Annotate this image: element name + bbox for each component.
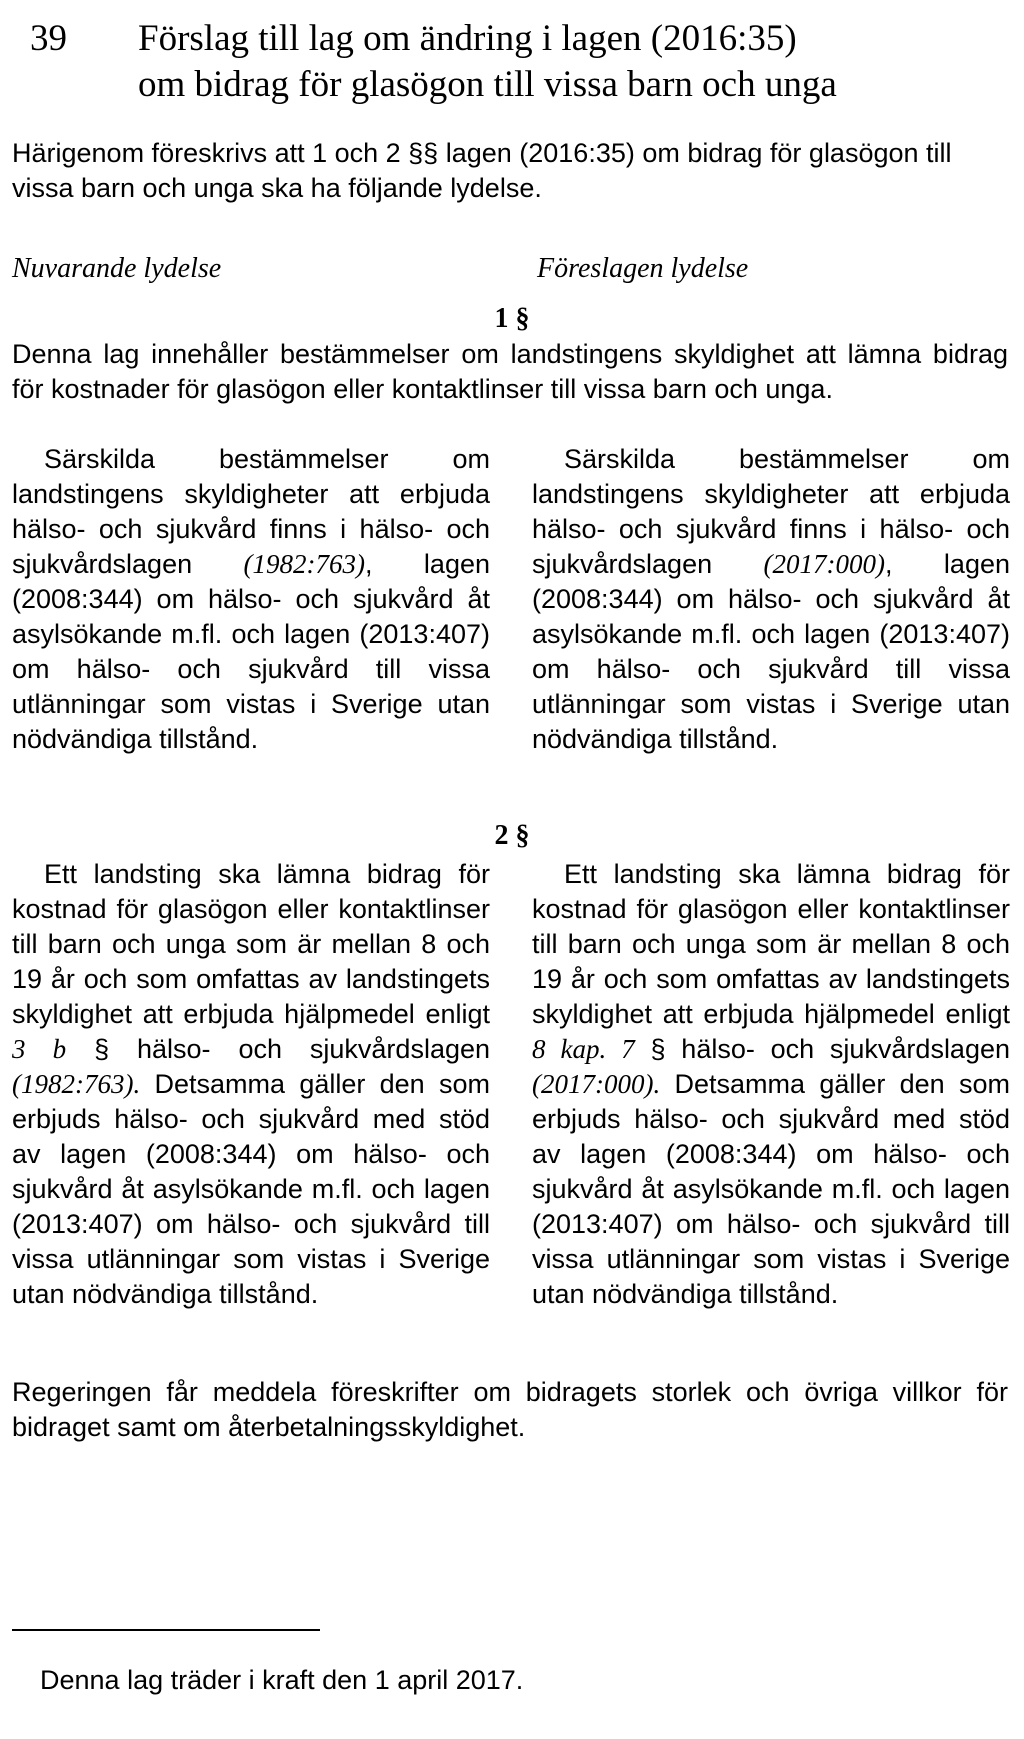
document-title	[138, 16, 1010, 108]
intro-paragraph: Härigenom föreskrivs att 1 och 2 §§ lagen (2016:35) om bidrag för glasögon till vissa barn och unga ska ha följande lydelse.	[12, 138, 952, 203]
section-2-mark: 2 §	[494, 820, 530, 851]
section-2-common-text: Regeringen får meddela föreskrifter om bidragets storlek och övriga villkor för bidraget samt om återbetalningsskyldighet.	[12, 1377, 1008, 1442]
section-1-current-text: Särskilda bestämmelser om landstingens skyldigheter att erbjuda hälso- och sjukvård finns i hälso- och sjukvårdslagen (1982:763), lagen (2008:344) om hälso- och sjukvård åt asylsökande m.fl. och lagen (2013:407) om hälso- och sjukvård till vissa utlänningar som vistas i Sverige utan nödvändiga tillstånd.	[12, 444, 490, 754]
title-line-2: om bidrag för glasögon till vissa barn och unga	[138, 64, 837, 105]
section-1-common-text: Denna lag innehåller bestämmelser om landstingens skyldighet att lämna bidrag för kostnader för glasögon eller kontaktlinser till vissa barn och unga.	[12, 339, 1008, 404]
section-2-proposed-text: Ett landsting ska lämna bidrag för kostnad för glasögon eller kontaktlinser till barn och unga som är mellan 8 och 19 år och som omfattas av landstingets skyldighet att erbjuda hjälpmedel enligt 8 kap. 7 § hälso- och sjukvårdslagen (2017:000). Detsamma gäller den som erbjuds hälso- och sjukvård med stöd av lagen (2008:344) om hälso- och sjukvård åt asylsökande m.fl. och lagen (2013:407) om hälso- och sjukvård till vissa utlänningar som vistas i Sverige utan nödvändiga tillstånd.	[532, 859, 1011, 1309]
section-1-mark: 1 §	[494, 303, 530, 334]
proposed-wording-header: Föreslagen lydelse	[537, 253, 749, 284]
document-heading	[30, 16, 1010, 108]
section-1-proposed-text: Särskilda bestämmelser om landstingens skyldigheter att erbjuda hälso- och sjukvård finns i hälso- och sjukvårdslagen (2017:000), lagen (2008:344) om hälso- och sjukvård åt asylsökande m.fl. och lagen (2013:407) om hälso- och sjukvård till vissa utlänningar som vistas i Sverige utan nödvändiga tillstånd.	[532, 444, 1010, 754]
entry-into-force-note: Denna lag träder i kraft den 1 april 2017.	[40, 1665, 524, 1695]
title-line-1: Förslag till lag om ändring i lagen (2016:35)	[138, 18, 797, 59]
section-2-current-text: Ett landsting ska lämna bidrag för kostnad för glasögon eller kontaktlinser till barn och unga som är mellan 8 och 19 år och som omfattas av landstingets skyldighet att erbjuda hjälpmedel enligt 3 b § hälso- och sjukvårdslagen (1982:763). Detsamma gäller den som erbjuds hälso- och sjukvård med stöd av lagen (2008:344) om hälso- och sjukvård åt asylsökande m.fl. och lagen (2013:407) om hälso- och sjukvård till vissa utlänningar som vistas i Sverige utan nödvändiga tillstånd.	[12, 859, 491, 1309]
proposal-number: 39	[30, 18, 67, 59]
footnote-divider	[12, 1629, 320, 1631]
current-wording-header: Nuvarande lydelse	[12, 253, 222, 284]
